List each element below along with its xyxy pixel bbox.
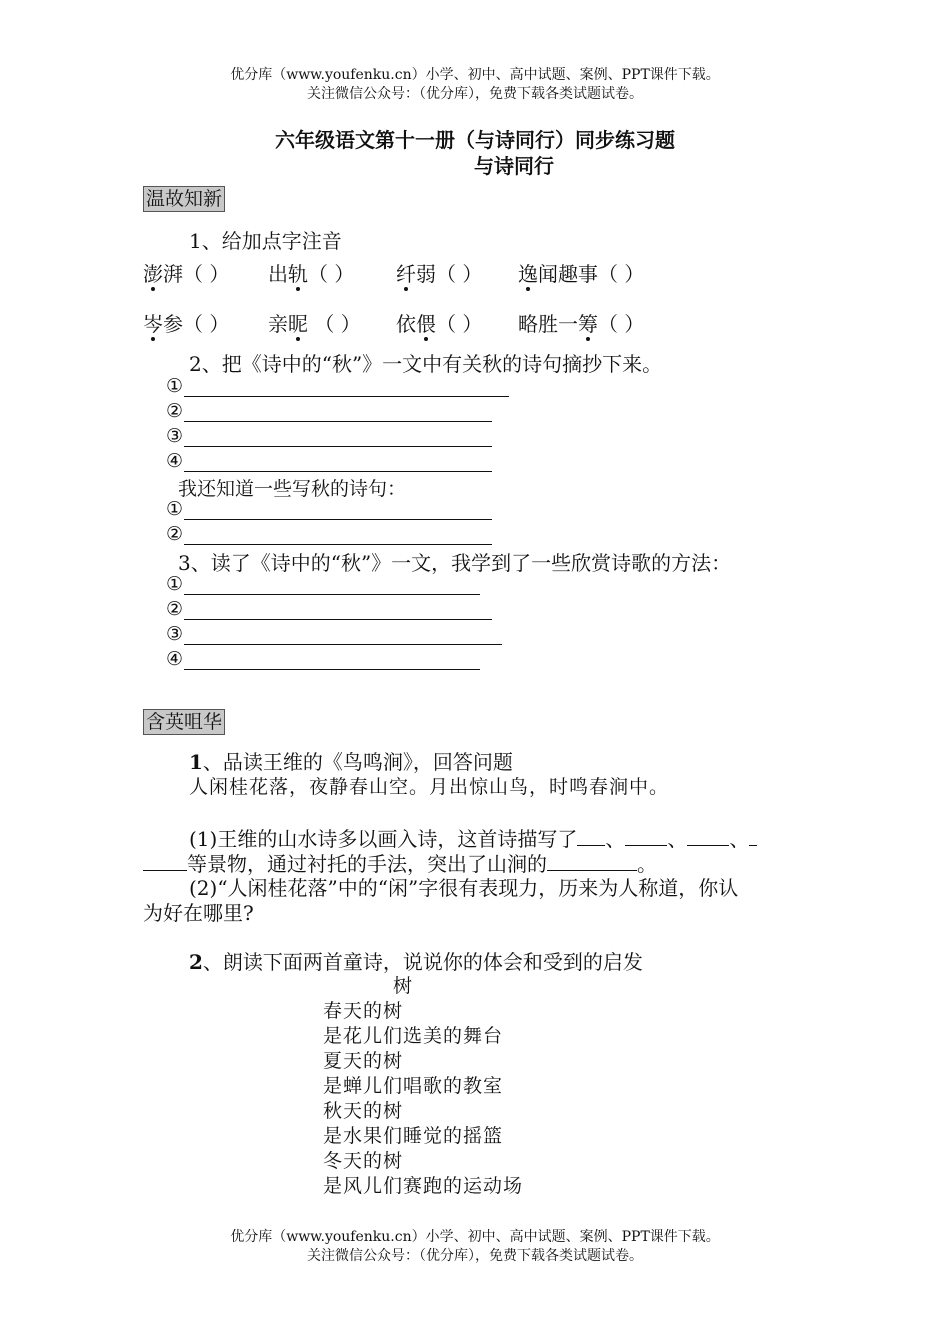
poem-line: 是花儿们选美的舞台 (323, 1025, 504, 1047)
fill-blank[interactable] (687, 845, 729, 846)
word-xianruo: 纤弱（ ） (396, 258, 482, 287)
page-title: 六年级语文第十一册（与诗同行）同步练习题 (275, 128, 675, 152)
marker: ② (166, 400, 184, 422)
sub-question-2-line-2: 为好在哪里? (143, 901, 254, 925)
emphasis-dot (404, 287, 408, 291)
marker: ② (166, 523, 184, 545)
marker: ① (166, 573, 184, 595)
sub-question-1-line-2: 等景物，通过衬托的手法，突出了山涧的 。 (143, 848, 657, 877)
answer-line[interactable] (166, 375, 509, 397)
answer-line[interactable] (166, 623, 502, 645)
marker: ③ (166, 623, 184, 645)
question-2-prompt: 2、把《诗中的“秋”》一文中有关秋的诗句摘抄下来。 (189, 352, 663, 376)
answer-line[interactable] (166, 450, 492, 472)
emphasis-dot (296, 337, 300, 341)
fill-blank[interactable] (749, 845, 757, 846)
marker: ① (166, 498, 184, 520)
header-line-1: 优分库（www.youfenku.cn）小学、初中、高中试题、案例、PPT课件下载。 (230, 67, 720, 83)
poem-line: 是蝉儿们唱歌的教室 (323, 1075, 504, 1097)
fill-blank[interactable] (625, 845, 667, 846)
sub-question-1-line-1: (1)王维的山水诗多以画入诗，这首诗描写了 、 、 、 (189, 823, 757, 852)
word-pengpai: 澎湃（ ） (143, 258, 229, 287)
fill-blank[interactable] (143, 870, 187, 871)
marker: ③ (166, 425, 184, 447)
marker: ② (166, 598, 184, 620)
page-subtitle: 与诗同行 (474, 154, 554, 178)
word-censhen: 岑参（ ） (143, 308, 229, 337)
poem-line: 是水果们睡觉的摇篮 (323, 1125, 504, 1147)
marker: ④ (166, 648, 184, 670)
word-yiwei: 依偎（ ） (396, 308, 482, 337)
answer-line[interactable] (166, 400, 492, 422)
word-qinni: 亲昵 （ ） (268, 308, 361, 337)
question-2-2-prompt: 2、朗读下面两首童诗，说说你的体会和受到的启发 (189, 950, 643, 974)
answer-line[interactable] (166, 598, 492, 620)
answer-line[interactable] (166, 425, 492, 447)
poem-line: 冬天的树 (323, 1150, 404, 1172)
word-lueshengyichou: 略胜一筹（ ） (518, 308, 644, 337)
emphasis-dot (424, 337, 428, 341)
emphasis-dot (151, 337, 155, 341)
poem-tree-title: 树 (393, 975, 413, 997)
question-2-1-prompt: 1、品读王维的《鸟鸣涧》，回答问题 (189, 750, 513, 774)
emphasis-dot (296, 287, 300, 291)
answer-line[interactable] (166, 648, 480, 670)
question-3-prompt: 3、读了《诗中的“秋”》一文，我学到了一些欣赏诗歌的方法： (178, 551, 732, 575)
header-line-2: 关注微信公众号：（优分库），免费下载各类试题试卷。 (307, 86, 643, 102)
poem-line: 秋天的树 (323, 1100, 404, 1122)
marker: ① (166, 375, 184, 397)
answer-line[interactable] (166, 498, 492, 520)
answer-line[interactable] (166, 573, 480, 595)
footer-line-1: 优分库（www.youfenku.cn）小学、初中、高中试题、案例、PPT课件下载。 (230, 1229, 720, 1245)
footer-line-2: 关注微信公众号：（优分库），免费下载各类试题试卷。 (307, 1248, 643, 1264)
fill-blank[interactable] (547, 870, 637, 871)
emphasis-dot (151, 287, 155, 291)
poem-niaomingjian: 人闲桂花落，夜静春山空。月出惊山鸟，时鸣春涧中。 (189, 776, 670, 798)
section-label-review: 温故知新 (143, 186, 225, 212)
poem-line: 春天的树 (323, 1000, 404, 1022)
emphasis-dot (526, 287, 530, 291)
word-chugui: 出轨（ ） (268, 258, 354, 287)
poem-line: 夏天的树 (323, 1050, 404, 1072)
word-yiwenqushi: 逸闻趣事（ ） (518, 258, 644, 287)
marker: ④ (166, 450, 184, 472)
question-1-prompt: 1、给加点字注音 (189, 229, 342, 253)
section-label-appreciation: 含英咀华 (143, 709, 225, 735)
answer-line[interactable] (166, 523, 492, 545)
question-2-extra-prompt: 我还知道一些写秋的诗句： (178, 478, 407, 500)
emphasis-dot (586, 337, 590, 341)
sub-question-2-line-1: (2)“人闲桂花落”中的“闲”字很有表现力，历来为人称道，你认 (189, 876, 739, 900)
poem-line: 是风儿们赛跑的运动场 (323, 1175, 524, 1197)
fill-blank[interactable] (577, 845, 605, 846)
